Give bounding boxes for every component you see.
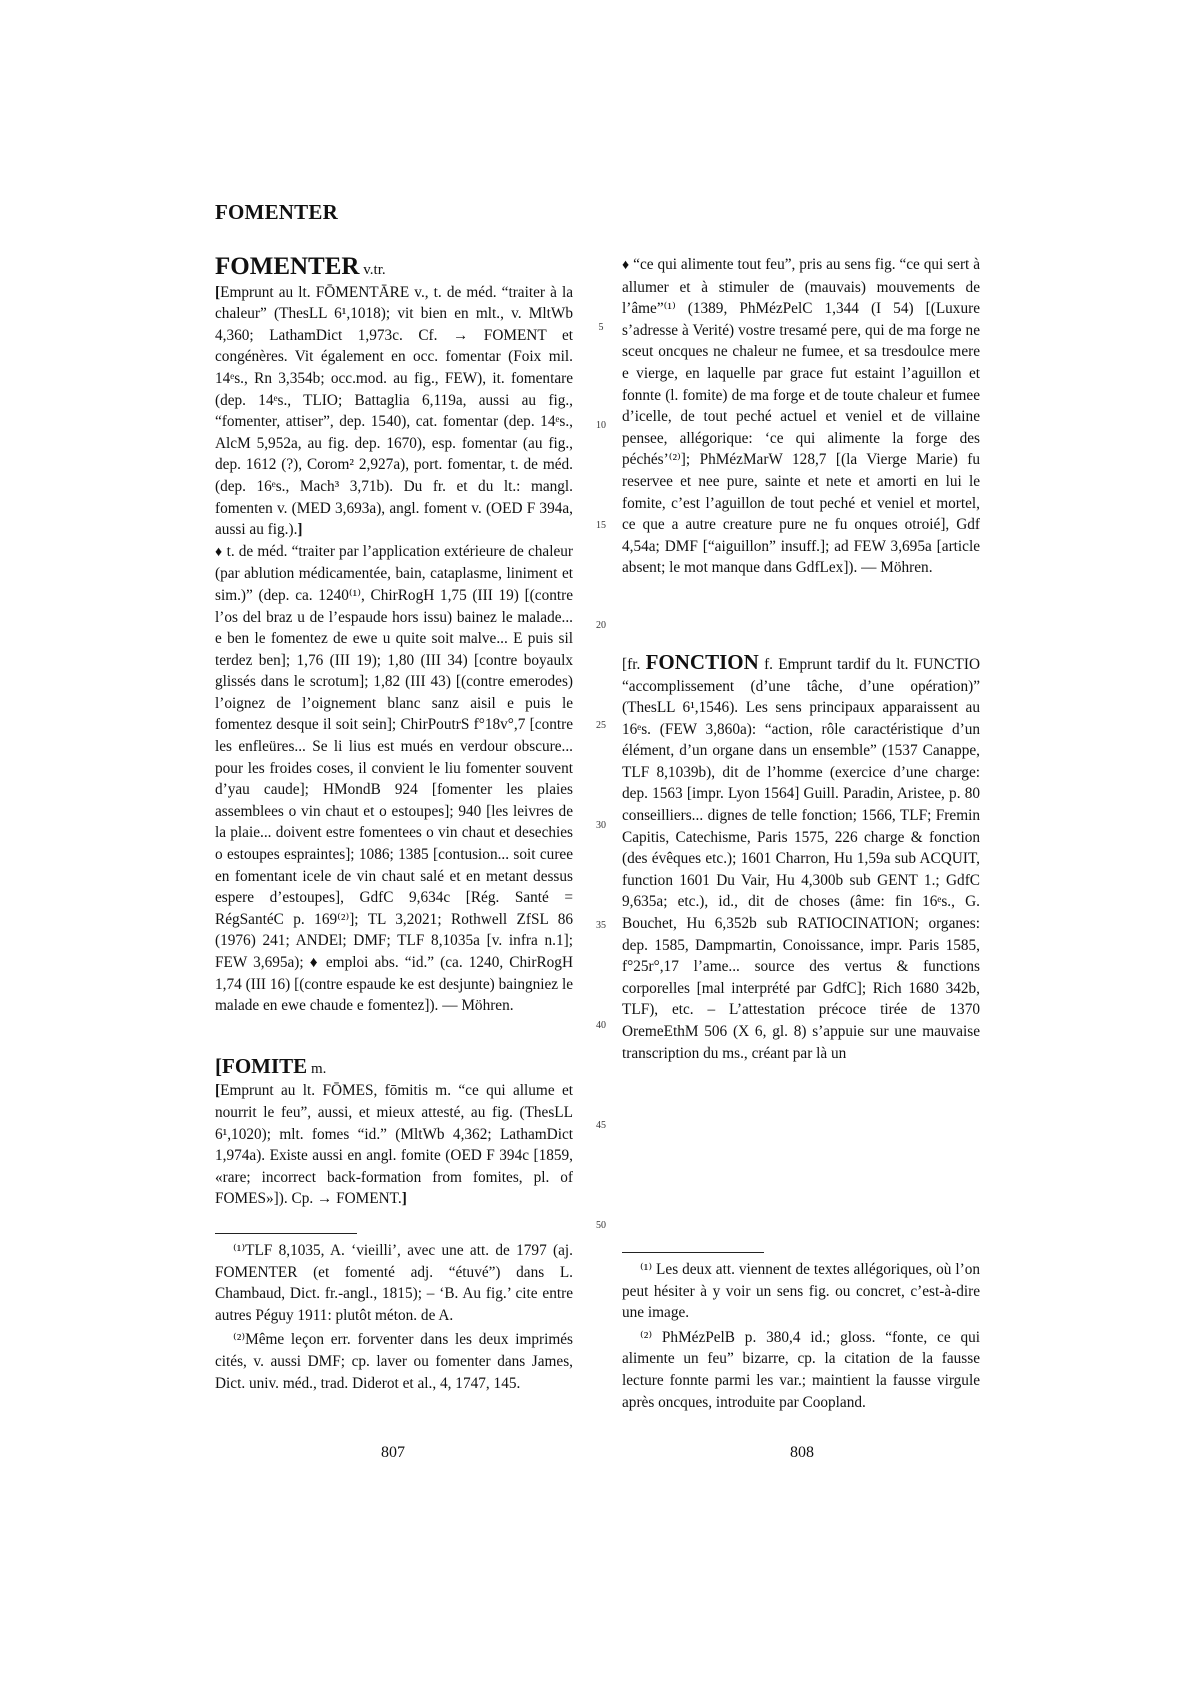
sense-fomite [622,254,980,579]
page-number-right: 808 [790,1444,814,1461]
entry-fomite-head [215,1053,573,1081]
page-number-left: 807 [381,1444,405,1461]
bracket-open: [ [215,283,221,301]
running-head: FOMENTER [215,200,338,224]
bracket-close: ] [401,1190,407,1208]
etymology-fomenter-text: Emprunt au lt. FŌMENTĀRE v., t. de méd. “traiter à la chaleur” (ThesLL 6¹,1018); vit bien en mlt., v. MltWb 4,360; LathamDict 1,973c. Cf. → FOMENT et congénères. Vit également en occ. fomentar (Foix mil. 14ᵉs., Rn 3,354b; occ.mod. au fig., FEW), it. fomentare (dep. 14ᵉs., TLIO; Battaglia 6,119a, aussi au fig., “fomenter, attiser”, dep. 1540), cat. fomentar (dep. 14ᵉs., AlcM 5,952a, au fig. dep. 1670), esp. fomentar (au fig., dep. 1612 (?), Corom² 2,927a), port. fomentar, t. de méd. (dep. 16ᵉs., Mach³ 3,71b). Du fr. et du lt.: mangl. fomenten v. (MED 3,693a), angl. foment v. (OED F 394a, aussi au fig.). [215,283,573,539]
line-number: 35 [596,920,606,931]
footnote: ⁽²⁾Même leçon err. forventer dans les deux imprimés cités, v. aussi DMF; cp. laver ou fomenter dans James, Dict. univ. méd., trad. Diderot et al., 4, 1747, 145. [215,1331,573,1392]
line-number: 40 [596,1020,606,1031]
pos-fonction: f. [764,655,773,673]
footnote-rule [622,1252,764,1253]
diamond-icon: ♦ [622,258,630,273]
bracket-open: [ [215,1082,221,1100]
lang-fonction: fr. [627,655,641,673]
etymology-fomite-text: Emprunt au lt. FŌMES, fōmitis m. “ce qui allume et nourrit le feu”, aussi, et mieux attesté, au fig. (ThesLL 6¹,1020); mlt. fomes “id.” (MltWb 4,362; LathamDict 1,974a). Existe aussi en angl. fomite (OED F 394c [1859, «rare; incorrect back-formation from fomites, pl. of FOMES»]). Cp. → FOMENT. [215,1082,573,1208]
footnotes-left [215,1233,573,1394]
headword-fomite: FOMITE [222,1053,308,1078]
line-number: 30 [596,820,606,831]
footnote-rule [215,1233,357,1234]
pos-fomite: m. [311,1060,327,1077]
line-number: 25 [596,720,606,731]
etymology-fomite-start [215,1080,573,1210]
sense-fomenter-text: t. de méd. “traiter par l’application extérieure de chaleur (par ablution médicamentée, bain, cataplasme, liniment et sim.)” (dep. ca. 1240⁽¹⁾, ChirRogH 1,75 (III 19) [(contre l’os del braz u de l’espaude hors issu) bainez le malade... e ben le fomentez de ewe u quite soit malve... E puis sil terdez ben]; 1,76 (III 19); 1,80 (III 34) [contre boyaulx glissés dans le scrotum]; 1,82 (III 43) [(contre emerodes) l’oignez de l’oignement blanc sanz aisil e puis le fomentez desque il soit sein]; ChirPoutrS f°18v°,7 [contre les enfleüres... Se li lius est mués en verdour obscure... pour les froides coses, il convient le liu fomenter souvent d’yau caude]; HMondB 924 [fomenter les plaies assemblees o vin chaut et o estoupes]; 940 [les leivres de la plaie... doivent estre fomentees o vin chaut et desechies o estoupes espraintes]; 1086; 1385 [contusion... soit curee en fomentant icele de vin chaut salé et en metant dessus espere d’estoupes], GdfC 9,634c [Rég. Santé = RégSantéC p. 169⁽²⁾]; TL 3,2021; Rothwell ZfSL 86 (1976) 241; ANDEl; DMF; TLF 8,1035a [v. infra n.1]; FEW 3,695a); ♦ emploi abs. “id.” (ca. 1240, ChirRogH 1,74 (III 16) [(contre espaude ke est desjunte) baingniez le malade en ewe chaude e fomentez]). — Möhren. [215,542,573,1015]
line-number: 50 [596,1220,606,1231]
bracket-open: [ [215,1053,222,1078]
pos-fomenter: v.tr. [363,262,386,278]
etymology-fomenter [215,282,573,541]
line-number: 10 [596,420,606,431]
line-number: 20 [596,620,606,631]
entry-fonction [622,649,980,1064]
line-number: 15 [596,520,606,531]
sense-fomite-text: “ce qui alimente tout feu”, pris au sens fig. “ce qui sert à allumer et à stimuler de (mauvais) mouvements de l’âme”⁽¹⁾ (1389, PhMézPelC 1,344 (I 54) [(Luxure s’adresse à Verité) vostre tresamé pere, qui de ma forge ne sceut oncques ne chaleur ne fumee, et sa tresdoulce mere e vierge, en laquelle par grace fut estaint l’aguillon et fonnte (l. fomite) de ma forge et de toute chaleur et fumee d’icelle, de tout peché actuel et veniel et de villaine pensee, allégorique: ‘ce qui alimente la forge des péchés’⁽²⁾]; PhMézMarW 128,7 [(la Vierge Marie) fu reservee et nee pure, sainte et nete et amorti en lui le fomite, c’est l’aguillon de tout peché et veniel et mortel, ce que a autre creature pure ne fu onques otroié], Gdf 4,54a; DMF [“aiguillon” insuff.]; ad FEW 3,695a [article absent; le mot manque dans GdfLex]). — Möhren. [622,256,980,577]
bracket-close: ] [297,521,303,539]
footnote: ⁽¹⁾TLF 8,1035, A. ‘vieilli’, avec une att. de 1797 (aj. FOMENTER (et fomenté adj. “étuvé”) dans L. Chambaud, Dict. fr.-angl., 1815); – ‘B. Au fig.’ cite entre autres Péguy 1911: plutôt méton. de A. [215,1242,573,1324]
bracket-open: [ [622,655,628,673]
line-number: 45 [596,1120,606,1131]
left-column [215,254,573,1210]
footnotes-right [622,1252,980,1413]
headword-fonction: FONCTION [645,649,759,674]
etymology-fonction-text: Emprunt tardif du lt. FUNCTIO “accomplissement (d’une tâche, d’une opération)” (ThesLL 6¹,1546). Les sens principaux apparaissent au 16ᵉs. (FEW 3,860a): “action, rôle caractéristique d’un élément, d’un organe dans un ensemble” (1537 Canappe, TLF 8,1039b), dit de l’homme (exercice d’une charge: dep. 1563 [impr. Lyon 1564] Guill. Paradin, Aristee, p. 80 conseilliers... dignes de telle fonction; 1566, TLF; Fremin Capitis, Catechisme, Paris 1575, 226 charge & fonction (des évêques etc.); 1601 Charron, Hu 1,59a sub ACQUIT, function 1601 Du Vair, Hu 4,300b sub GENT 1.; GdfC 9,635a; etc.), id., dit de choses (âme: fin 16ᵉs., G. Bouchet, Hu 6,352b sub RATIOCINATION; organes: dep. 1585, Dampmartin, Conoissance, impr. Paris 1585, f°25r°,17 l’ame... source des vertus & functions corporelles [mal interprété par GdfC]; Rich 1680 342b, TLF), etc. – L’attestation précoce tirée de 1370 OremeEthM 506 (X 6, gl. 8) s’appuie sur une mauvaise transcription du ms., créant par là un [622,655,981,1062]
right-column [622,254,980,1064]
footnote: ⁽²⁾ PhMézPelB p. 380,4 id.; gloss. “fonte, ce qui alimente un feu” bizarre, cp. la citation de la fausse lecture fonnte parmi les var.; maintient la fausse virgule après oncques, introduite par Coopland. [622,1328,980,1411]
footnote: ⁽¹⁾ Les deux att. viennent de textes allégoriques, où l’on peut hésiter à y voir un sens fig. ou concret, c’est-à-dire une image. [622,1261,980,1322]
headword-fomenter: FOMENTER [215,253,360,280]
sense-fomenter [215,541,573,1017]
entry-fomenter-head [215,254,573,282]
diamond-icon: ♦ [215,544,223,560]
line-number: 5 [598,322,604,333]
